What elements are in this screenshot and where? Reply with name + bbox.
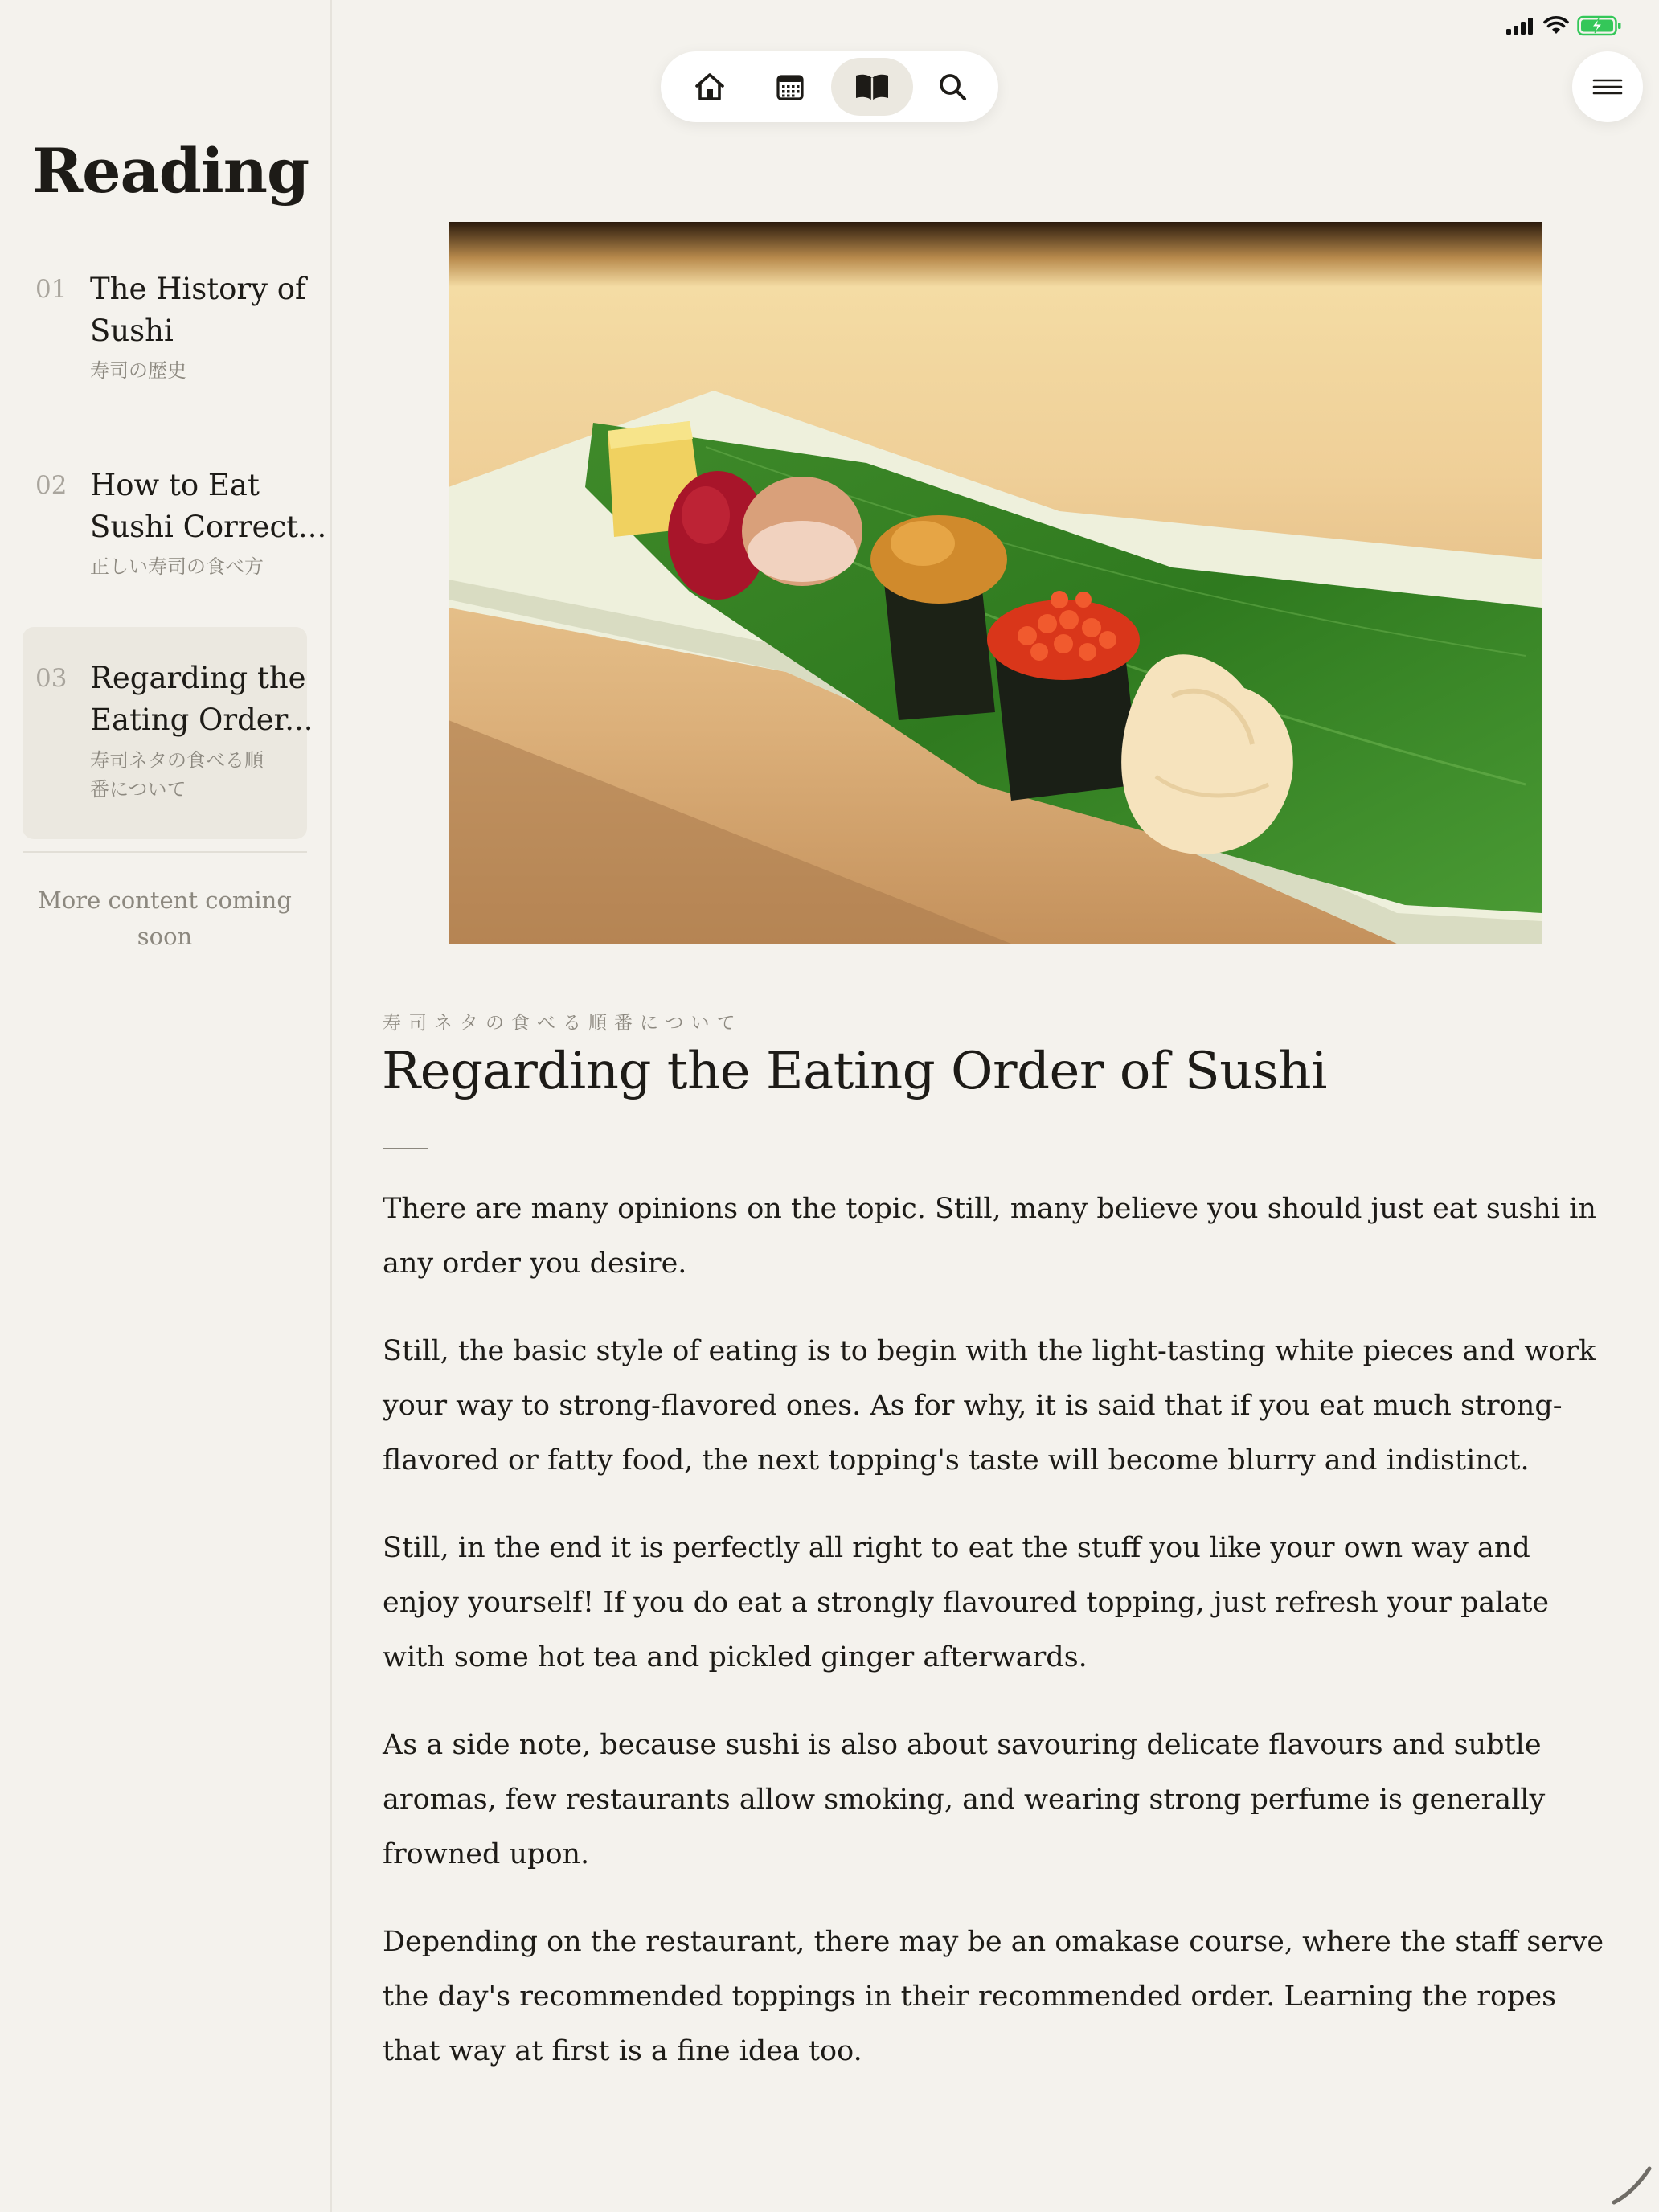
sidebar-title: Reading — [32, 135, 309, 207]
window-resize-handle-icon[interactable] — [1608, 2162, 1653, 2207]
article-paragraph: Still, in the end it is perfectly all right to eat the stuff you like your own way and enjoy yourself! If you do eat a strongly flavoured topping, just refresh your palate with some hot tea and pickled ginger afterwards. — [383, 1532, 1550, 1673]
calendar-icon — [774, 71, 806, 103]
nav-calendar-button[interactable] — [749, 58, 831, 116]
toc-item-eating-order[interactable] — [23, 627, 313, 839]
nav-home-button[interactable] — [669, 58, 751, 116]
cellular-signal-icon — [1506, 17, 1535, 35]
toc-item-subtitle: 寿司の歴史 — [90, 359, 186, 382]
menu-icon — [1591, 77, 1624, 96]
article-kicker: 寿司ネタの食べる順番について — [383, 1013, 743, 1034]
top-navigation — [661, 51, 998, 122]
more-content-note: More content coming soon — [38, 887, 292, 950]
battery-charging-icon — [1577, 15, 1622, 36]
toc-item-title: How to Eat Sushi Correct... — [90, 468, 327, 544]
sidebar — [0, 0, 332, 2212]
toc-item-subtitle: 寿司ネタの食べる順 番について — [90, 749, 264, 801]
toc-item-title: Regarding the Eating Order... — [90, 661, 313, 737]
wifi-icon — [1543, 16, 1569, 35]
toc-item-number: 02 — [35, 471, 68, 500]
article-paragraph: As a side note, because sushi is also about savouring delicate flavours and subtle aromas, few restaurants allow smoking, and wearing strong perfume is generally frowned upon. — [383, 1729, 1546, 1870]
nav-reading-button[interactable] — [831, 58, 913, 116]
toc-item-how-to-eat[interactable] — [23, 447, 327, 614]
book-icon — [854, 71, 891, 103]
article-body — [383, 1182, 1604, 2112]
article-paragraph: Still, the basic style of eating is to begin with the light-tasting white pieces and work your way to strong-flavored ones. As for why, it is said that if you eat much strong-flavored or fatty food, the next topping's taste will become blurry and indistinct. — [383, 1335, 1596, 1477]
article-title: Regarding the Eating Order of Sushi — [382, 1042, 1327, 1101]
menu-button[interactable] — [1572, 51, 1643, 122]
toc-item-title: The History of Sushi — [90, 272, 306, 348]
nav-search-button[interactable] — [911, 58, 993, 116]
toc-item-history[interactable] — [23, 251, 307, 418]
toc-divider — [23, 851, 307, 853]
article-paragraph: Depending on the restaurant, there may be an omakase course, where the staff serve the day's recommended toppings in their recommended order. Learning the ropes that way at first is a fine idea too. — [383, 1926, 1604, 2067]
title-divider — [383, 1148, 428, 1149]
search-icon — [936, 71, 969, 103]
toc-item-number: 01 — [35, 275, 68, 304]
sushi-plate-photo — [449, 222, 1542, 944]
article-paragraph: There are many opinions on the topic. Still, many believe you should just eat sushi in any order you desire. — [383, 1193, 1596, 1280]
toc-item-subtitle: 正しい寿司の食べ方 — [90, 555, 264, 578]
home-icon — [693, 70, 727, 104]
toc-item-number: 03 — [35, 664, 68, 693]
status-icons — [1506, 14, 1622, 37]
